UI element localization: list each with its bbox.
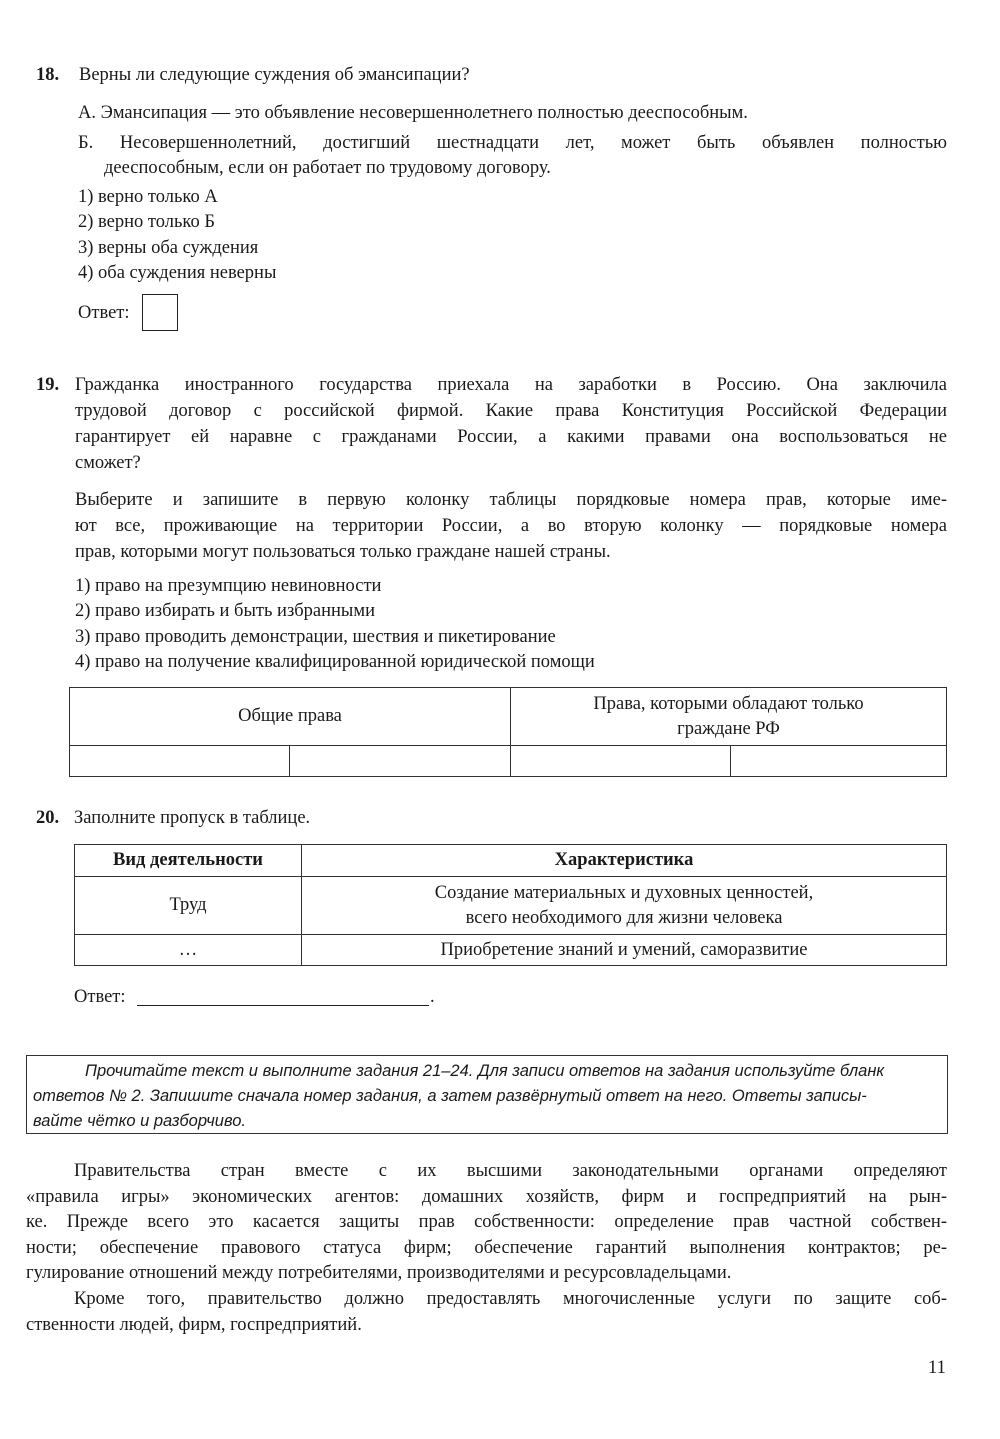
q19-number: 19. [36,375,60,395]
q19-question-line: сможет? [75,453,141,473]
q20-activity-blank: … [75,935,302,966]
text-line: гулирование отношений между потребителями, производителями и ресурсовладельцами. [26,1263,732,1283]
q19-option: 3) право проводить демонстрации, шествия и пикетирование [75,627,556,647]
q19-option: 4) право на получение квалифицированной юридической помощи [75,652,595,672]
q18-option: 4) оба суждения неверны [78,263,277,283]
q19-header-citizens-line: Права, которыми обладают только [593,693,864,714]
q19-header-citizens-line: граждане РФ [677,718,780,739]
q19-answer-cell[interactable] [70,746,290,777]
text-line: ности; обеспечение правового статуса фирм; обеспечение гарантий выполнения контрактов; ре- [26,1238,947,1258]
q19-instruction-line: ют все, проживающие на территории России, а во вторую колонку — порядковые номера [75,516,947,536]
q19-answer-cell[interactable] [511,746,731,777]
q19-header-citizens [511,688,947,746]
q18-number: 18. [36,65,60,85]
page-number: 11 [928,1358,946,1378]
q20-number: 20. [36,808,60,828]
q20-question: Заполните пропуск в таблице. [74,808,311,828]
q20-characteristic [302,877,947,935]
q20-characteristic-line: Создание материальных и духовных ценностей, [434,882,814,903]
q20-answer-period: . [430,987,435,1007]
q20-table [74,844,947,966]
q20-characteristic: Приобретение знаний и умений, саморазвитие [302,935,947,966]
q18-option: 2) верно только Б [78,212,215,232]
q18-answer-label: Ответ: [78,303,130,323]
q18-statement-b-cont: дееспособным, если он работает по трудовому договору. [104,158,551,178]
instruction-note [26,1055,948,1134]
q20-activity: Труд [75,877,302,935]
q19-question-line: Гражданка иностранного государства приехала на заработки в Россию. Она заключила [75,375,947,395]
note-line: Прочитайте текст и выполните задания 21–24. Для записи ответов на задания используйте бланк [85,1062,885,1080]
text-line: Правительства стран вместе с их высшими законодательными органами определяют [74,1161,947,1181]
q19-instruction-line: Выберите и запишите в первую колонку таблицы порядковые номера прав, которые име- [75,490,947,510]
q18-option: 3) верны оба суждения [78,238,259,258]
q19-option: 2) право избирать и быть избранными [75,601,375,621]
q18-statement-b: Б. Несовершеннолетний, достигший шестнадцати лет, может быть объявлен полностью [78,133,947,153]
q19-instruction-line: прав, которыми могут пользоваться только граждане нашей страны. [75,542,611,562]
note-line: вайте чётко и разборчиво. [33,1112,246,1130]
q20-characteristic-line: всего необходимого для жизни человека [465,907,783,928]
q19-answer-table [69,687,947,777]
text-line: ке. Прежде всего это касается защиты прав собственности: определение прав частной собствен- [26,1212,947,1232]
q20-header-activity: Вид деятельности [75,845,302,877]
q18-option: 1) верно только А [78,187,218,207]
q19-header-common: Общие права [70,688,511,746]
q19-question-line: гарантирует ей наравне с гражданами России, а какими правами она воспользоваться не [75,427,947,447]
q19-question-line: трудовой договор с российской фирмой. Какие права Конституция Российской Федерации [75,401,947,421]
q19-answer-cell[interactable] [290,746,511,777]
q18-statement-a: А. Эмансипация — это объявление несовершеннолетнего полностью дееспособным. [78,103,748,123]
q20-answer-line[interactable] [137,985,429,1006]
q18-question: Верны ли следующие суждения об эмансипации? [79,65,470,85]
q20-answer-label: Ответ: [74,987,126,1007]
q19-option: 1) право на презумпцию невиновности [75,576,382,596]
text-line: Кроме того, правительство должно предоставлять многочисленные услуги по защите соб- [74,1289,947,1309]
q19-answer-cell[interactable] [731,746,947,777]
q18-answer-box[interactable] [142,294,178,331]
text-line: «правила игры» экономических агентов: домашних хозяйств, фирм и госпредприятий на рын- [26,1187,947,1207]
q20-header-characteristic: Характеристика [302,845,947,877]
note-line: ответов № 2. Запишите сначала номер задания, а затем развёрнутый ответ на него. Ответы записы- [33,1087,867,1105]
text-line: ственности людей, фирм, госпредприятий. [26,1315,362,1335]
